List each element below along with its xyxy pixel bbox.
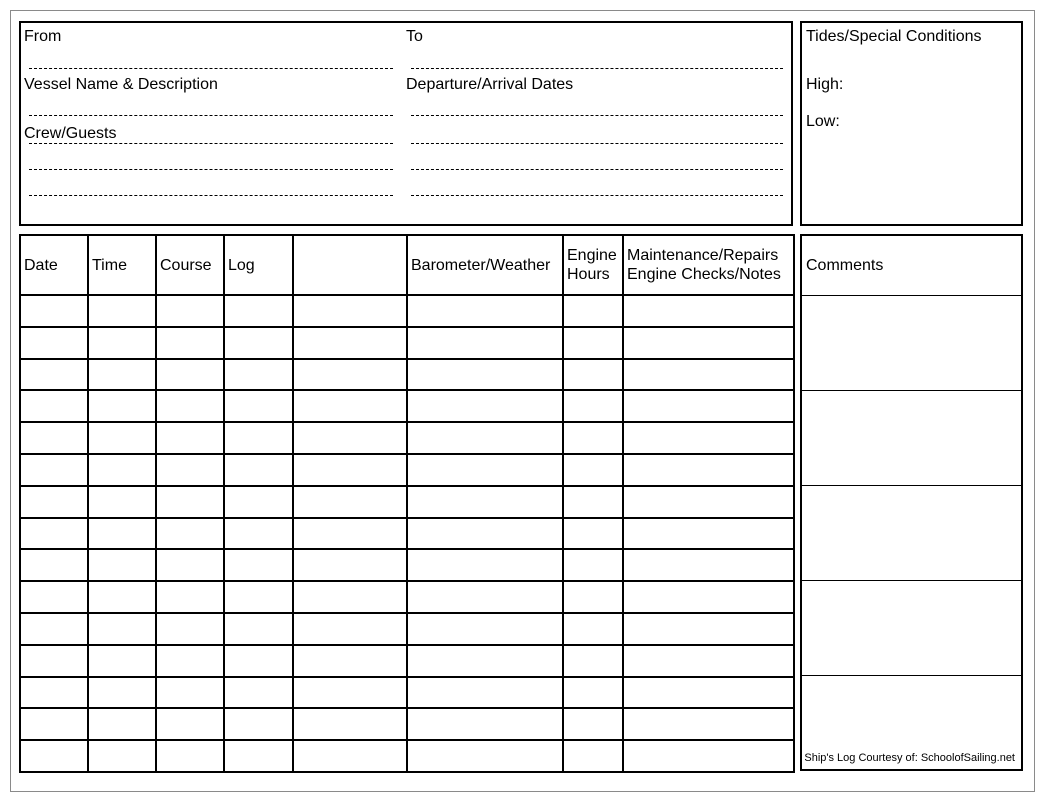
- log-cell-blank[interactable]: [293, 645, 407, 677]
- crew-label: Crew/Guests: [24, 125, 117, 142]
- log-cell-course[interactable]: [156, 422, 224, 454]
- log-cell-course[interactable]: [156, 740, 224, 772]
- log-cell-barometer[interactable]: [407, 708, 563, 740]
- log-cell-barometer[interactable]: [407, 422, 563, 454]
- log-row: [20, 613, 794, 645]
- log-cell-maintenance[interactable]: [623, 645, 794, 677]
- log-cell-log[interactable]: [224, 486, 293, 518]
- from-field[interactable]: [29, 68, 393, 69]
- log-cell-course[interactable]: [156, 581, 224, 613]
- log-cell-time[interactable]: [88, 295, 156, 327]
- log-cell-time[interactable]: [88, 518, 156, 550]
- log-cell-engine[interactable]: [563, 295, 623, 327]
- log-cell-blank[interactable]: [293, 327, 407, 359]
- comments-box: [800, 234, 1023, 771]
- log-cell-blank[interactable]: [293, 422, 407, 454]
- log-cell-log[interactable]: [224, 390, 293, 422]
- log-cell-date[interactable]: [20, 390, 88, 422]
- comment-block[interactable]: [802, 486, 1021, 581]
- tides-title: Tides/Special Conditions: [806, 28, 982, 45]
- log-cell-time[interactable]: [88, 645, 156, 677]
- log-cell-engine[interactable]: [563, 359, 623, 391]
- log-row: [20, 454, 794, 486]
- log-cell-log[interactable]: [224, 359, 293, 391]
- log-row: [20, 645, 794, 677]
- log-cell-time[interactable]: [88, 359, 156, 391]
- low-tide-label: Low:: [806, 113, 840, 130]
- log-cell-maintenance[interactable]: [623, 359, 794, 391]
- log-header-row: [20, 235, 794, 295]
- log-cell-time[interactable]: [88, 613, 156, 645]
- log-cell-engine[interactable]: [563, 390, 623, 422]
- log-cell-maintenance[interactable]: [623, 677, 794, 709]
- crew-field[interactable]: [411, 143, 783, 144]
- log-cell-engine[interactable]: [563, 581, 623, 613]
- log-cell-time[interactable]: [88, 708, 156, 740]
- log-cell-date[interactable]: [20, 740, 88, 772]
- log-cell-engine[interactable]: [563, 613, 623, 645]
- log-cell-course[interactable]: [156, 454, 224, 486]
- log-cell-engine[interactable]: [563, 677, 623, 709]
- log-cell-log[interactable]: [224, 327, 293, 359]
- vessel-field[interactable]: [29, 115, 393, 116]
- column-header-barometer: Barometer/Weather: [407, 235, 563, 295]
- log-cell-date[interactable]: [20, 645, 88, 677]
- log-cell-maintenance[interactable]: [623, 740, 794, 772]
- log-cell-course[interactable]: [156, 549, 224, 581]
- log-cell-maintenance[interactable]: [623, 422, 794, 454]
- log-cell-blank[interactable]: [293, 708, 407, 740]
- log-cell-date[interactable]: [20, 581, 88, 613]
- log-cell-engine[interactable]: [563, 645, 623, 677]
- log-cell-log[interactable]: [224, 549, 293, 581]
- log-cell-course[interactable]: [156, 518, 224, 550]
- log-cell-log[interactable]: [224, 518, 293, 550]
- dates-label: Departure/Arrival Dates: [406, 76, 574, 93]
- log-row: [20, 549, 794, 581]
- log-cell-maintenance[interactable]: [623, 518, 794, 550]
- vessel-label: Vessel Name & Description: [24, 76, 218, 93]
- dates-field[interactable]: [411, 115, 783, 116]
- log-cell-blank[interactable]: [293, 613, 407, 645]
- column-header-date: Date: [20, 235, 88, 295]
- crew-field[interactable]: [29, 169, 393, 170]
- log-cell-blank[interactable]: [293, 549, 407, 581]
- log-row: [20, 740, 794, 772]
- log-cell-maintenance[interactable]: [623, 390, 794, 422]
- log-cell-date[interactable]: [20, 422, 88, 454]
- to-field[interactable]: [411, 68, 783, 69]
- log-cell-engine[interactable]: [563, 518, 623, 550]
- log-cell-blank[interactable]: [293, 454, 407, 486]
- log-cell-time[interactable]: [88, 581, 156, 613]
- log-cell-maintenance[interactable]: [623, 613, 794, 645]
- log-cell-time[interactable]: [88, 549, 156, 581]
- log-cell-time[interactable]: [88, 327, 156, 359]
- crew-field[interactable]: [411, 169, 783, 170]
- log-cell-barometer[interactable]: [407, 581, 563, 613]
- log-cell-barometer[interactable]: [407, 518, 563, 550]
- crew-field[interactable]: [411, 195, 783, 196]
- log-cell-barometer[interactable]: [407, 486, 563, 518]
- log-cell-time[interactable]: [88, 422, 156, 454]
- log-cell-maintenance[interactable]: [623, 549, 794, 581]
- log-cell-blank[interactable]: [293, 581, 407, 613]
- log-cell-time[interactable]: [88, 390, 156, 422]
- credit-text: Ship's Log Courtesy of: SchoolofSailing.net: [804, 752, 1015, 764]
- log-cell-blank[interactable]: [293, 518, 407, 550]
- log-cell-log[interactable]: [224, 677, 293, 709]
- log-cell-blank[interactable]: [293, 359, 407, 391]
- from-label: From: [24, 28, 62, 45]
- log-cell-log[interactable]: [224, 645, 293, 677]
- high-tide-label: High:: [806, 76, 844, 93]
- log-cell-time[interactable]: [88, 454, 156, 486]
- column-header-course: Course: [156, 235, 224, 295]
- log-cell-engine[interactable]: [563, 708, 623, 740]
- log-cell-course[interactable]: [156, 295, 224, 327]
- log-cell-engine[interactable]: [563, 549, 623, 581]
- log-cell-maintenance[interactable]: [623, 454, 794, 486]
- log-cell-blank[interactable]: [293, 390, 407, 422]
- log-cell-maintenance[interactable]: [623, 708, 794, 740]
- log-cell-log[interactable]: [224, 295, 293, 327]
- log-cell-course[interactable]: [156, 359, 224, 391]
- log-cell-date[interactable]: [20, 295, 88, 327]
- log-cell-barometer[interactable]: [407, 390, 563, 422]
- log-cell-course[interactable]: [156, 486, 224, 518]
- log-cell-course[interactable]: [156, 677, 224, 709]
- log-row: [20, 486, 794, 518]
- log-table: [19, 234, 795, 773]
- log-cell-date[interactable]: [20, 359, 88, 391]
- to-label: To: [406, 28, 423, 45]
- log-cell-engine[interactable]: [563, 454, 623, 486]
- crew-field[interactable]: [29, 195, 393, 196]
- log-cell-date[interactable]: [20, 549, 88, 581]
- log-cell-barometer[interactable]: [407, 549, 563, 581]
- log-cell-maintenance[interactable]: [623, 327, 794, 359]
- log-cell-blank[interactable]: [293, 677, 407, 709]
- log-cell-maintenance[interactable]: [623, 581, 794, 613]
- log-cell-course[interactable]: [156, 327, 224, 359]
- crew-field[interactable]: [29, 143, 393, 144]
- log-row: [20, 581, 794, 613]
- tides-box: [800, 21, 1023, 226]
- column-header-engine: Engine Hours: [563, 235, 623, 295]
- comment-block[interactable]: [802, 581, 1021, 676]
- log-row: [20, 422, 794, 454]
- log-cell-barometer[interactable]: [407, 613, 563, 645]
- log-row: [20, 359, 794, 391]
- log-cell-barometer[interactable]: [407, 359, 563, 391]
- log-cell-blank[interactable]: [293, 295, 407, 327]
- log-cell-course[interactable]: [156, 390, 224, 422]
- log-cell-course[interactable]: [156, 708, 224, 740]
- log-row: [20, 677, 794, 709]
- log-cell-time[interactable]: [88, 677, 156, 709]
- log-row: [20, 295, 794, 327]
- voyage-header: [19, 21, 793, 226]
- column-header-blank: [293, 235, 407, 295]
- log-row: [20, 518, 794, 550]
- column-header-log: Log: [224, 235, 293, 295]
- column-header-maintenance: Maintenance/Repairs Engine Checks/Notes: [623, 235, 794, 295]
- log-cell-time[interactable]: [88, 486, 156, 518]
- log-cell-log[interactable]: [224, 422, 293, 454]
- log-cell-barometer[interactable]: [407, 740, 563, 772]
- log-cell-barometer[interactable]: [407, 327, 563, 359]
- column-header-time: Time: [88, 235, 156, 295]
- log-cell-date[interactable]: [20, 486, 88, 518]
- log-cell-date[interactable]: [20, 518, 88, 550]
- log-row: [20, 327, 794, 359]
- log-cell-engine[interactable]: [563, 422, 623, 454]
- log-cell-date[interactable]: [20, 327, 88, 359]
- log-cell-log[interactable]: [224, 613, 293, 645]
- log-cell-engine[interactable]: [563, 486, 623, 518]
- log-cell-maintenance[interactable]: [623, 486, 794, 518]
- log-cell-course[interactable]: [156, 645, 224, 677]
- log-cell-course[interactable]: [156, 613, 224, 645]
- log-cell-date[interactable]: [20, 613, 88, 645]
- log-row: [20, 708, 794, 740]
- log-cell-blank[interactable]: [293, 486, 407, 518]
- log-cell-engine[interactable]: [563, 327, 623, 359]
- log-cell-barometer[interactable]: [407, 677, 563, 709]
- comment-block[interactable]: [802, 296, 1021, 391]
- log-cell-log[interactable]: [224, 581, 293, 613]
- comment-block[interactable]: [802, 391, 1021, 486]
- log-cell-date[interactable]: [20, 677, 88, 709]
- log-row: [20, 390, 794, 422]
- log-cell-log[interactable]: [224, 708, 293, 740]
- log-cell-log[interactable]: [224, 740, 293, 772]
- log-cell-engine[interactable]: [563, 740, 623, 772]
- log-cell-time[interactable]: [88, 740, 156, 772]
- comments-title: Comments: [802, 236, 1021, 296]
- log-cell-maintenance[interactable]: [623, 295, 794, 327]
- log-cell-log[interactable]: [224, 454, 293, 486]
- log-cell-date[interactable]: [20, 454, 88, 486]
- log-cell-blank[interactable]: [293, 740, 407, 772]
- log-cell-barometer[interactable]: [407, 454, 563, 486]
- log-cell-barometer[interactable]: [407, 295, 563, 327]
- log-cell-date[interactable]: [20, 708, 88, 740]
- log-cell-barometer[interactable]: [407, 645, 563, 677]
